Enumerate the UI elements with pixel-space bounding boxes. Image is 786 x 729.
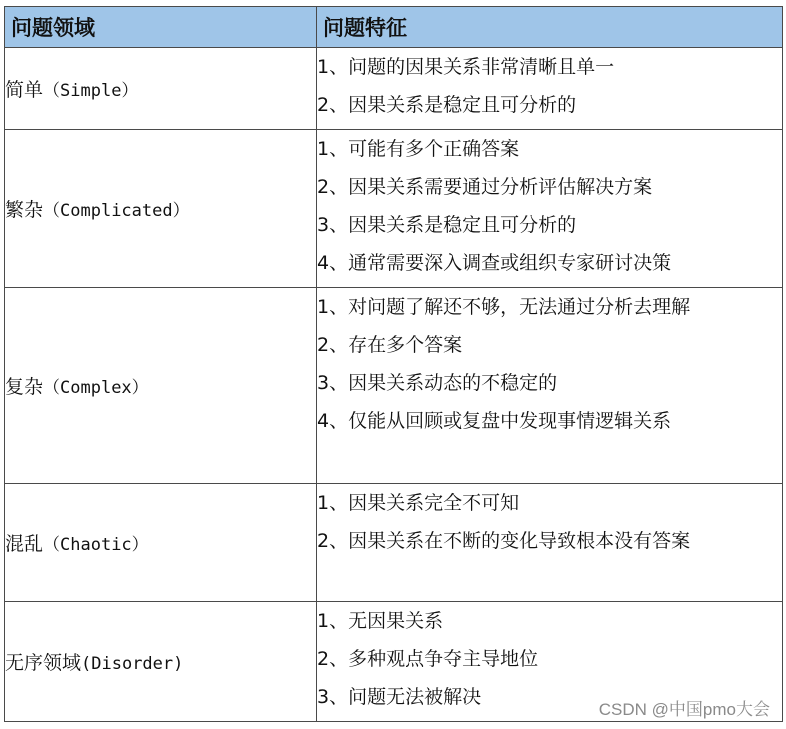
feature-item: 3、因果关系动态的不稳定的 (317, 372, 558, 394)
domain-cell (5, 288, 317, 484)
domain-feature-table (4, 6, 783, 722)
header-row (5, 7, 783, 48)
header-domain: 问题领域 (5, 7, 317, 48)
feature-item: 1、无因果关系 (317, 610, 444, 632)
domain-name: 复杂 (5, 376, 44, 398)
header-features: 问题特征 (317, 7, 783, 48)
domain-english-name: （Chaotic） (43, 535, 149, 555)
domain-name: 繁杂 (5, 199, 44, 221)
feature-item: 4、仅能从回顾或复盘中发现事情逻辑关系 (317, 410, 672, 432)
domain-cell (5, 48, 317, 130)
feature-item: 2、因果关系是稳定且可分析的 (317, 94, 577, 116)
table-body (5, 48, 783, 722)
domain-english-name: （Complex） (43, 378, 149, 398)
feature-item: 1、对问题了解还不够，无法通过分析去理解 (317, 296, 691, 318)
feature-item: 1、因果关系完全不可知 (317, 492, 520, 514)
domain-cell (5, 130, 317, 288)
domain-cell (5, 484, 317, 602)
feature-item: 2、因果关系需要通过分析评估解决方案 (317, 176, 653, 198)
domain-name: 简单 (5, 79, 44, 101)
domain-name: 无序领域 (5, 652, 82, 674)
feature-item: 2、因果关系在不断的变化导致根本没有答案 (317, 530, 691, 552)
features-cell (317, 484, 783, 602)
watermark: CSDN @中国pmo大会 (598, 700, 770, 719)
features-cell (317, 288, 783, 484)
feature-item: 4、通常需要深入调查或组织专家研讨决策 (317, 252, 672, 274)
features-cell (317, 48, 783, 130)
feature-item: 1、问题的因果关系非常清晰且单一 (317, 56, 615, 78)
table-row (5, 130, 783, 288)
feature-item: 2、存在多个答案 (317, 334, 463, 356)
domain-english-name: （Simple） (43, 81, 139, 101)
domain-english-name: （Complicated） (43, 201, 190, 221)
features-cell (317, 130, 783, 288)
domain-english-name: (Disorder) (81, 654, 184, 674)
table-row (5, 48, 783, 130)
feature-item: 3、问题无法被解决 (317, 686, 482, 708)
feature-item: 1、可能有多个正确答案 (317, 138, 520, 160)
table-row (5, 288, 783, 484)
feature-item: 3、因果关系是稳定且可分析的 (317, 214, 577, 236)
domain-cell (5, 602, 317, 722)
feature-item: 2、多种观点争夺主导地位 (317, 648, 539, 670)
domain-name: 混乱 (5, 533, 44, 555)
table-row (5, 484, 783, 602)
